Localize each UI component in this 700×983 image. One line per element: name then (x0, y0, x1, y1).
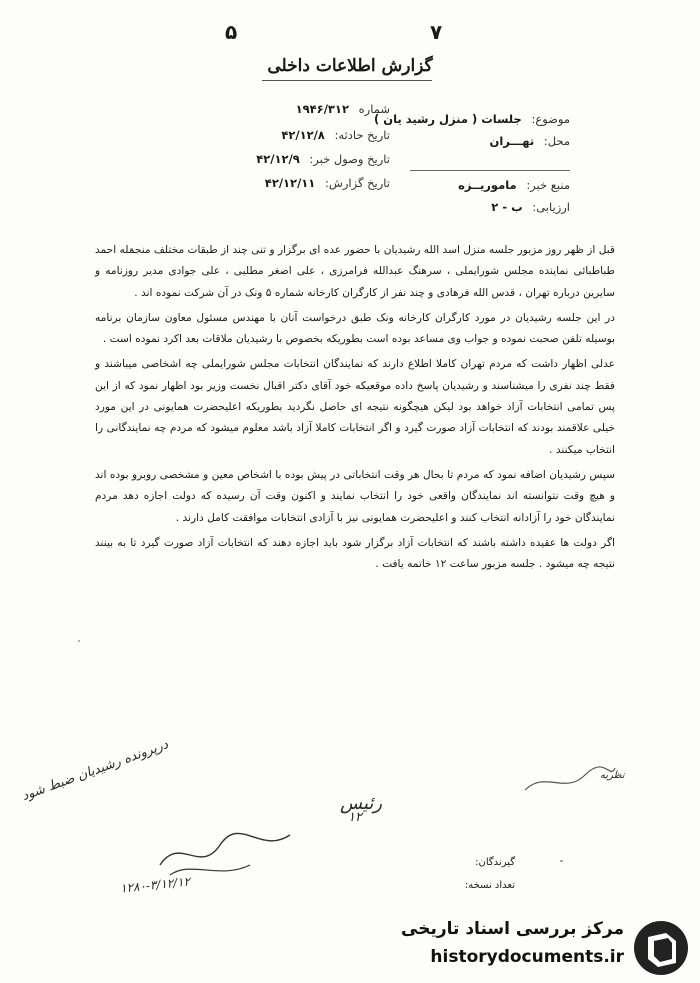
source-row (458, 178, 570, 192)
subject-row (374, 112, 570, 126)
top-mark-left: ۵ (225, 20, 238, 44)
source-label: منبع خبر: (526, 178, 570, 192)
scan-speck (560, 860, 563, 862)
location-row (490, 134, 570, 148)
location-label: محل: (543, 134, 570, 148)
number-row (296, 102, 390, 116)
doc-date-value: ۴۲/۱۲/۸ (281, 128, 325, 142)
handwritten-page-number: ۱۲ (348, 810, 362, 825)
evaluation-label: ارزیابی: (532, 200, 570, 214)
header-divider (410, 170, 570, 171)
number-value: ۱۹۴۶/۳۱۲ (295, 102, 349, 116)
body-paragraph-4: سپس رشیدیان اضافه نمود که مردم تا بحال هر وقت انتخاباتی در پیش بوده با اشخاص معین و مشخصی روبرو بوده اند و هیچ وقت نتوانسته اند نمایندگان واقعی خود را انتخاب نمایند و اکنون وقت آن رسیده که دولت اجازه دهد مردم نمایندگان خود را آزادانه انتخاب کنند و اعلیحضرت همایونی نیز با آزادی انتخابات موافقت کامل دارند . (95, 468, 615, 524)
watermark-url: historydocuments.ir (430, 947, 624, 967)
receive-date-row (256, 152, 390, 166)
receive-date-label: تاریخ وصول خبر: (309, 152, 390, 166)
evaluation-value: ب - ۲ (491, 200, 523, 214)
body-paragraph-1: قبل از ظهر روز مزبور جلسه منزل اسد الله رشیدیان با حضور عده ای برگزار و تنی چند از طبقات مختلف منجمله احمد طباطبائی نماینده مجلس شورایملی ، سرهنگ عبدالله فرامرزی ، علی اصغر مطلبی ، علی جوادی مدیر روزنامه و سایرین درباره تهران ، قدس الله فرهادی و چند نفر از کارگران کارخانه شماره ۵ ونک در آن شرکت نموده اند . (95, 244, 615, 299)
body-paragraph-5: اگر دولت ها عقیده داشته باشند که انتخابات آزاد برگزار شود باید اجازه دهند که انتخابات آزاد صورت گیرد تا به بینند نتیجه چه میشود . جلسه مزبور ساعت ۱۲ خاتمه یافت . (95, 536, 615, 571)
recipients-label: گیرندگان: (475, 857, 515, 868)
watermark-title: مرکز بررسی اسناد تاریخی (401, 919, 624, 939)
title-underline (262, 80, 432, 81)
handwritten-stamp-date: ۱۲۸۰-۳/۱۲/۱۲ (119, 874, 191, 896)
archive-logo-icon (632, 919, 690, 977)
handwritten-margin-note-right: نظریه (600, 770, 625, 781)
handwritten-note-center: رئیس (340, 793, 383, 814)
subject-value: جلسات ( منزل رشید یان ) (374, 112, 522, 126)
handwritten-margin-note-left: درپرونده رشیدیان ضبط شود (20, 737, 171, 805)
margin-scribble (520, 760, 620, 800)
signature-scribble (150, 815, 310, 885)
archive-watermark (390, 915, 690, 977)
location-value: تهـــران (489, 134, 535, 148)
top-mark-right: ۷ (430, 20, 443, 44)
report-date-label: تاریخ گزارش: (324, 176, 390, 190)
body-paragraph-2: در این جلسه رشیدیان در مورد کارگران کارخانه ونک طبق درخواست آنان با مهندس مسئول معاون سازمان برنامه بوسیله تلفن صحبت نموده و جواب وی مساعد بوده است بطوریکه بخصوص با رشیدیان ملاقات بعد اکرد نموده است . (95, 311, 615, 346)
body-paragraph-3: عدلی اظهار داشت که مردم تهران کاملا اطلاع دارند که نمایندگان انتخابات مجلس شورایملی چه اشخاصی میباشند و فقط چند نفری را میشناسند و رشیدیان پاسخ داده موقعیکه خود آقای دکتر اقبال نخست وزیر بود اظهار نمود که از این پس تمامی انتخابات آزاد خواهد بود لیکن هیچگونه نتیجه ای حاصل نگردید بطوریکه اعلیحضرت همایونی در این مورد خیلی علاقمند بودند که انتخابات آزاد صورت گیرد و اگر انتخابات کاملا آزاد باشد معلوم میشود که مردم چه نمایندگانی را انتخاب میکنند . (95, 358, 615, 456)
evaluation-row (491, 200, 570, 214)
doc-date-row (281, 128, 390, 142)
source-value: ماموریــزه (458, 178, 517, 192)
copies-label: تعداد نسخه: (464, 880, 515, 891)
receive-date-value: ۴۲/۱۲/۹ (256, 152, 300, 166)
scan-speck (78, 640, 80, 642)
doc-date-label: تاریخ حادثه: (334, 128, 390, 142)
document-title: گزارش اطلاعات داخلی (267, 56, 433, 76)
subject-label: موضوع: (531, 112, 570, 126)
number-label: شماره (358, 102, 390, 116)
report-date-row (265, 176, 390, 190)
report-body (95, 240, 615, 579)
report-date-value: ۴۲/۱۲/۱۱ (264, 176, 316, 190)
